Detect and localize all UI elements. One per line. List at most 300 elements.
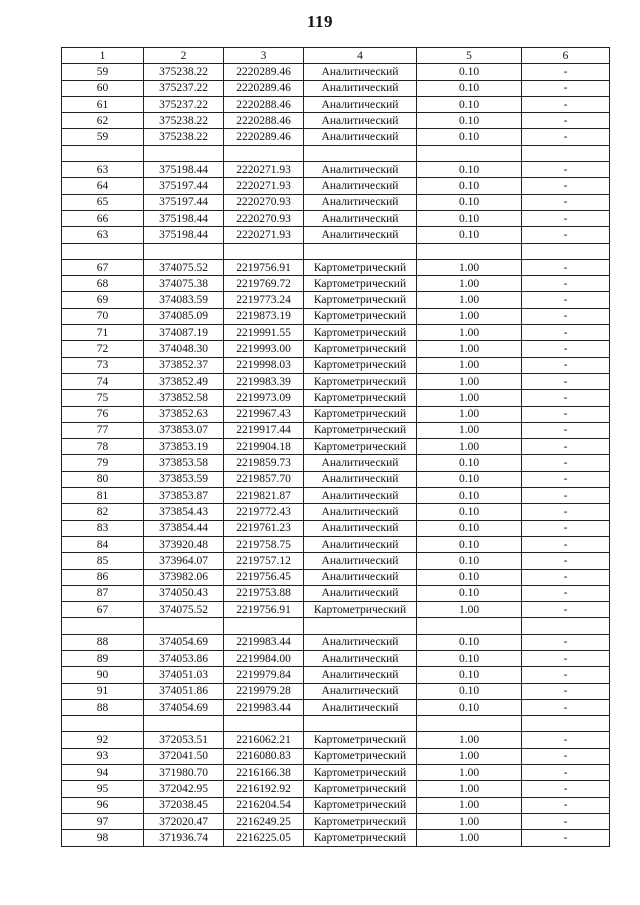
method-cell: Аналитический (304, 80, 417, 96)
method-cell: Аналитический (304, 585, 417, 601)
method-cell: Картометрический (304, 259, 417, 275)
table-row (62, 113, 610, 129)
y-coordinate-cell: 2219753.88 (224, 585, 304, 601)
x-coordinate-cell: 373853.07 (144, 422, 224, 438)
table-row (62, 602, 610, 618)
method-cell: Аналитический (304, 210, 417, 226)
accuracy-cell: 1.00 (417, 439, 522, 455)
y-coordinate-cell: 2220289.46 (224, 129, 304, 145)
y-coordinate-cell: 2219821.87 (224, 488, 304, 504)
accuracy-cell: 0.10 (417, 471, 522, 487)
table-row (62, 422, 610, 438)
note-cell: - (522, 781, 610, 797)
x-coordinate-cell: 373852.58 (144, 390, 224, 406)
x-coordinate-cell (144, 243, 224, 259)
y-coordinate-cell: 2219772.43 (224, 504, 304, 520)
note-cell: - (522, 520, 610, 536)
method-cell: Аналитический (304, 455, 417, 471)
table-row (62, 178, 610, 194)
point-number-cell: 61 (62, 96, 144, 112)
table-row (62, 504, 610, 520)
point-number-cell: 63 (62, 227, 144, 243)
accuracy-cell: 1.00 (417, 732, 522, 748)
note-cell: - (522, 129, 610, 145)
x-coordinate-cell: 373852.37 (144, 357, 224, 373)
table-row (62, 194, 610, 210)
table-row (62, 585, 610, 601)
y-coordinate-cell: 2220288.46 (224, 96, 304, 112)
x-coordinate-cell: 375238.22 (144, 113, 224, 129)
method-cell: Аналитический (304, 471, 417, 487)
note-cell: - (522, 325, 610, 341)
table-row (62, 357, 610, 373)
x-coordinate-cell: 373853.58 (144, 455, 224, 471)
note-cell: - (522, 227, 610, 243)
method-cell: Картометрический (304, 781, 417, 797)
y-coordinate-cell: 2219917.44 (224, 422, 304, 438)
note-cell: - (522, 373, 610, 389)
x-coordinate-cell (144, 145, 224, 161)
y-coordinate-cell: 2216204.54 (224, 797, 304, 813)
x-coordinate-cell: 373854.44 (144, 520, 224, 536)
table-header-row (62, 48, 610, 64)
y-coordinate-cell: 2220271.93 (224, 162, 304, 178)
table-row (62, 781, 610, 797)
accuracy-cell (417, 618, 522, 634)
point-number-cell: 95 (62, 781, 144, 797)
table-row (62, 80, 610, 96)
accuracy-cell: 1.00 (417, 325, 522, 341)
x-coordinate-cell: 373854.43 (144, 504, 224, 520)
point-number-cell: 63 (62, 162, 144, 178)
accuracy-cell: 0.10 (417, 162, 522, 178)
note-cell: - (522, 259, 610, 275)
point-number-cell: 75 (62, 390, 144, 406)
x-coordinate-cell: 373920.48 (144, 536, 224, 552)
note-cell: - (522, 650, 610, 666)
y-coordinate-cell: 2216225.05 (224, 830, 304, 846)
table-separator-row (62, 618, 610, 634)
y-coordinate-cell (224, 618, 304, 634)
y-coordinate-cell (224, 145, 304, 161)
y-coordinate-cell: 2219761.23 (224, 520, 304, 536)
y-coordinate-cell (224, 243, 304, 259)
y-coordinate-cell: 2219859.73 (224, 455, 304, 471)
x-coordinate-cell: 375238.22 (144, 64, 224, 80)
x-coordinate-cell: 374075.52 (144, 602, 224, 618)
note-cell: - (522, 276, 610, 292)
table-row (62, 667, 610, 683)
note-cell: - (522, 194, 610, 210)
accuracy-cell: 0.10 (417, 504, 522, 520)
table-row (62, 373, 610, 389)
accuracy-cell: 1.00 (417, 765, 522, 781)
accuracy-cell (417, 243, 522, 259)
note-cell: - (522, 585, 610, 601)
table-row (62, 455, 610, 471)
accuracy-cell: 1.00 (417, 781, 522, 797)
x-coordinate-cell: 374054.69 (144, 699, 224, 715)
y-coordinate-cell: 2219983.44 (224, 699, 304, 715)
accuracy-cell: 0.10 (417, 113, 522, 129)
y-coordinate-cell: 2219983.44 (224, 634, 304, 650)
y-coordinate-cell: 2216192.92 (224, 781, 304, 797)
method-cell: Картометрический (304, 439, 417, 455)
method-cell: Картометрический (304, 748, 417, 764)
point-number-cell: 83 (62, 520, 144, 536)
table-row (62, 471, 610, 487)
point-number-cell: 84 (62, 536, 144, 552)
y-coordinate-cell: 2219979.84 (224, 667, 304, 683)
x-coordinate-cell: 372041.50 (144, 748, 224, 764)
table-row (62, 390, 610, 406)
note-cell: - (522, 406, 610, 422)
point-number-cell: 98 (62, 830, 144, 846)
method-cell: Картометрический (304, 308, 417, 324)
note-cell: - (522, 748, 610, 764)
method-cell: Картометрический (304, 813, 417, 829)
note-cell: - (522, 536, 610, 552)
x-coordinate-cell: 374051.03 (144, 667, 224, 683)
x-coordinate-cell: 374075.52 (144, 259, 224, 275)
y-coordinate-cell: 2219873.19 (224, 308, 304, 324)
table-row (62, 325, 610, 341)
table-row (62, 683, 610, 699)
x-coordinate-cell: 373852.63 (144, 406, 224, 422)
y-coordinate-cell: 2219757.12 (224, 553, 304, 569)
table-row (62, 634, 610, 650)
note-cell: - (522, 64, 610, 80)
y-coordinate-cell: 2219991.55 (224, 325, 304, 341)
note-cell: - (522, 732, 610, 748)
accuracy-cell: 0.10 (417, 488, 522, 504)
method-cell: Аналитический (304, 194, 417, 210)
y-coordinate-cell: 2219857.70 (224, 471, 304, 487)
accuracy-cell: 0.10 (417, 520, 522, 536)
x-coordinate-cell: 374083.59 (144, 292, 224, 308)
method-cell: Картометрический (304, 373, 417, 389)
point-number-cell: 80 (62, 471, 144, 487)
method-cell: Картометрический (304, 325, 417, 341)
column-header: 6 (522, 48, 610, 64)
accuracy-cell: 1.00 (417, 390, 522, 406)
accuracy-cell: 1.00 (417, 357, 522, 373)
accuracy-cell: 1.00 (417, 813, 522, 829)
y-coordinate-cell: 2220289.46 (224, 64, 304, 80)
method-cell: Аналитический (304, 178, 417, 194)
y-coordinate-cell: 2220289.46 (224, 80, 304, 96)
method-cell: Аналитический (304, 113, 417, 129)
note-cell: - (522, 439, 610, 455)
point-number-cell (62, 618, 144, 634)
accuracy-cell: 1.00 (417, 373, 522, 389)
point-number-cell: 89 (62, 650, 144, 666)
note-cell: - (522, 813, 610, 829)
method-cell: Аналитический (304, 553, 417, 569)
accuracy-cell: 1.00 (417, 259, 522, 275)
x-coordinate-cell (144, 716, 224, 732)
point-number-cell: 86 (62, 569, 144, 585)
column-header: 4 (304, 48, 417, 64)
note-cell: - (522, 422, 610, 438)
table-row (62, 96, 610, 112)
y-coordinate-cell (224, 716, 304, 732)
coordinates-table (61, 47, 610, 847)
x-coordinate-cell: 374051.86 (144, 683, 224, 699)
accuracy-cell: 1.00 (417, 406, 522, 422)
method-cell: Аналитический (304, 650, 417, 666)
y-coordinate-cell: 2220270.93 (224, 194, 304, 210)
point-number-cell: 72 (62, 341, 144, 357)
method-cell (304, 716, 417, 732)
x-coordinate-cell: 374053.86 (144, 650, 224, 666)
point-number-cell (62, 243, 144, 259)
x-coordinate-cell: 375198.44 (144, 162, 224, 178)
column-header: 3 (224, 48, 304, 64)
y-coordinate-cell: 2216062.21 (224, 732, 304, 748)
point-number-cell: 64 (62, 178, 144, 194)
table-row (62, 308, 610, 324)
point-number-cell: 69 (62, 292, 144, 308)
point-number-cell: 85 (62, 553, 144, 569)
point-number-cell: 91 (62, 683, 144, 699)
column-header: 1 (62, 48, 144, 64)
y-coordinate-cell: 2219758.75 (224, 536, 304, 552)
accuracy-cell: 0.10 (417, 455, 522, 471)
point-number-cell: 96 (62, 797, 144, 813)
point-number-cell: 76 (62, 406, 144, 422)
y-coordinate-cell: 2219983.39 (224, 373, 304, 389)
note-cell: - (522, 162, 610, 178)
x-coordinate-cell: 375197.44 (144, 178, 224, 194)
table-row (62, 129, 610, 145)
point-number-cell: 59 (62, 129, 144, 145)
point-number-cell: 67 (62, 259, 144, 275)
note-cell: - (522, 504, 610, 520)
method-cell: Картометрический (304, 732, 417, 748)
note-cell: - (522, 488, 610, 504)
method-cell: Картометрический (304, 341, 417, 357)
point-number-cell: 62 (62, 113, 144, 129)
note-cell: - (522, 569, 610, 585)
method-cell: Аналитический (304, 699, 417, 715)
method-cell: Аналитический (304, 683, 417, 699)
method-cell: Аналитический (304, 227, 417, 243)
column-header: 2 (144, 48, 224, 64)
method-cell: Картометрический (304, 276, 417, 292)
accuracy-cell: 0.10 (417, 96, 522, 112)
method-cell: Аналитический (304, 504, 417, 520)
method-cell: Картометрический (304, 292, 417, 308)
y-coordinate-cell: 2219973.09 (224, 390, 304, 406)
table-row (62, 162, 610, 178)
y-coordinate-cell: 2219979.28 (224, 683, 304, 699)
y-coordinate-cell: 2220271.93 (224, 227, 304, 243)
y-coordinate-cell: 2219769.72 (224, 276, 304, 292)
table-row (62, 569, 610, 585)
method-cell: Аналитический (304, 634, 417, 650)
accuracy-cell: 1.00 (417, 276, 522, 292)
note-cell: - (522, 830, 610, 846)
method-cell: Картометрический (304, 357, 417, 373)
point-number-cell: 73 (62, 357, 144, 373)
note-cell: - (522, 178, 610, 194)
point-number-cell: 78 (62, 439, 144, 455)
table-row (62, 292, 610, 308)
point-number-cell (62, 716, 144, 732)
table-row (62, 536, 610, 552)
note-cell: - (522, 797, 610, 813)
accuracy-cell: 0.10 (417, 80, 522, 96)
x-coordinate-cell: 375197.44 (144, 194, 224, 210)
method-cell (304, 243, 417, 259)
point-number-cell: 79 (62, 455, 144, 471)
table-separator-row (62, 145, 610, 161)
x-coordinate-cell: 375198.44 (144, 227, 224, 243)
x-coordinate-cell: 374048.30 (144, 341, 224, 357)
point-number-cell: 77 (62, 422, 144, 438)
point-number-cell: 87 (62, 585, 144, 601)
accuracy-cell: 0.10 (417, 227, 522, 243)
point-number-cell: 97 (62, 813, 144, 829)
note-cell (522, 618, 610, 634)
x-coordinate-cell: 374054.69 (144, 634, 224, 650)
point-number-cell: 93 (62, 748, 144, 764)
x-coordinate-cell: 373853.19 (144, 439, 224, 455)
note-cell: - (522, 634, 610, 650)
table-row (62, 259, 610, 275)
x-coordinate-cell: 371936.74 (144, 830, 224, 846)
x-coordinate-cell: 373853.87 (144, 488, 224, 504)
point-number-cell: 82 (62, 504, 144, 520)
point-number-cell: 67 (62, 602, 144, 618)
accuracy-cell: 0.10 (417, 553, 522, 569)
note-cell (522, 145, 610, 161)
table-row (62, 406, 610, 422)
x-coordinate-cell: 371980.70 (144, 765, 224, 781)
point-number-cell: 70 (62, 308, 144, 324)
y-coordinate-cell: 2219756.91 (224, 259, 304, 275)
note-cell: - (522, 471, 610, 487)
accuracy-cell: 0.10 (417, 667, 522, 683)
method-cell: Аналитический (304, 129, 417, 145)
y-coordinate-cell: 2220288.46 (224, 113, 304, 129)
accuracy-cell: 0.10 (417, 194, 522, 210)
accuracy-cell: 0.10 (417, 178, 522, 194)
note-cell: - (522, 390, 610, 406)
x-coordinate-cell: 374085.09 (144, 308, 224, 324)
table-row (62, 276, 610, 292)
y-coordinate-cell: 2219998.03 (224, 357, 304, 373)
y-coordinate-cell: 2219904.18 (224, 439, 304, 455)
x-coordinate-cell: 373852.49 (144, 373, 224, 389)
point-number-cell: 92 (62, 732, 144, 748)
note-cell: - (522, 553, 610, 569)
x-coordinate-cell: 372042.95 (144, 781, 224, 797)
note-cell: - (522, 292, 610, 308)
point-number-cell: 88 (62, 634, 144, 650)
point-number-cell: 74 (62, 373, 144, 389)
table-row (62, 813, 610, 829)
accuracy-cell (417, 145, 522, 161)
accuracy-cell: 0.10 (417, 683, 522, 699)
method-cell: Аналитический (304, 569, 417, 585)
note-cell: - (522, 765, 610, 781)
point-number-cell: 59 (62, 64, 144, 80)
accuracy-cell: 1.00 (417, 830, 522, 846)
accuracy-cell: 0.10 (417, 536, 522, 552)
method-cell: Аналитический (304, 162, 417, 178)
y-coordinate-cell: 2220271.93 (224, 178, 304, 194)
accuracy-cell: 1.00 (417, 422, 522, 438)
page-number: 119 (306, 12, 334, 31)
table-row (62, 210, 610, 226)
method-cell (304, 145, 417, 161)
note-cell: - (522, 96, 610, 112)
accuracy-cell: 1.00 (417, 602, 522, 618)
x-coordinate-cell: 373982.06 (144, 569, 224, 585)
point-number-cell: 68 (62, 276, 144, 292)
accuracy-cell: 0.10 (417, 569, 522, 585)
y-coordinate-cell: 2219993.00 (224, 341, 304, 357)
x-coordinate-cell: 375238.22 (144, 129, 224, 145)
note-cell: - (522, 667, 610, 683)
x-coordinate-cell: 375198.44 (144, 210, 224, 226)
method-cell: Картометрический (304, 830, 417, 846)
accuracy-cell: 0.10 (417, 64, 522, 80)
table-row (62, 439, 610, 455)
y-coordinate-cell: 2219967.43 (224, 406, 304, 422)
table-row (62, 341, 610, 357)
method-cell: Аналитический (304, 520, 417, 536)
table-row (62, 765, 610, 781)
table-row (62, 553, 610, 569)
note-cell: - (522, 357, 610, 373)
method-cell (304, 618, 417, 634)
y-coordinate-cell: 2219773.24 (224, 292, 304, 308)
point-number-cell: 60 (62, 80, 144, 96)
accuracy-cell: 0.10 (417, 634, 522, 650)
table-row (62, 64, 610, 80)
table-row (62, 227, 610, 243)
x-coordinate-cell (144, 618, 224, 634)
accuracy-cell: 0.10 (417, 585, 522, 601)
note-cell (522, 716, 610, 732)
y-coordinate-cell: 2219756.91 (224, 602, 304, 618)
method-cell: Картометрический (304, 406, 417, 422)
method-cell: Аналитический (304, 667, 417, 683)
method-cell: Аналитический (304, 64, 417, 80)
note-cell: - (522, 210, 610, 226)
accuracy-cell: 0.10 (417, 210, 522, 226)
table-row (62, 699, 610, 715)
note-cell (522, 243, 610, 259)
note-cell: - (522, 80, 610, 96)
accuracy-cell: 1.00 (417, 341, 522, 357)
table-row (62, 650, 610, 666)
x-coordinate-cell: 372020.47 (144, 813, 224, 829)
x-coordinate-cell: 373853.59 (144, 471, 224, 487)
y-coordinate-cell: 2219984.00 (224, 650, 304, 666)
method-cell: Аналитический (304, 488, 417, 504)
y-coordinate-cell: 2219756.45 (224, 569, 304, 585)
note-cell: - (522, 341, 610, 357)
note-cell: - (522, 683, 610, 699)
accuracy-cell: 1.00 (417, 308, 522, 324)
note-cell: - (522, 699, 610, 715)
y-coordinate-cell: 2216249.25 (224, 813, 304, 829)
note-cell: - (522, 602, 610, 618)
